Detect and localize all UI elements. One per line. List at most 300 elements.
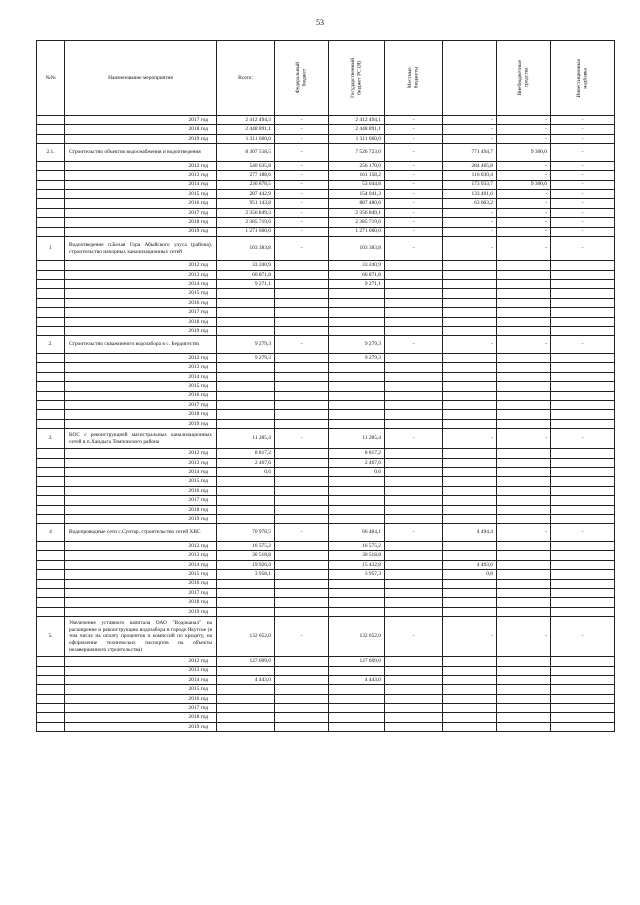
cell-num xyxy=(37,666,65,675)
cell-local xyxy=(385,298,443,307)
table-row xyxy=(37,694,615,703)
cell-num xyxy=(37,542,65,551)
cell-num xyxy=(37,171,65,180)
cell-federal xyxy=(275,382,329,391)
cell-blank xyxy=(443,458,497,467)
header-federal: Федеральный бюджет xyxy=(275,41,329,116)
cell-state: 2 467,6 xyxy=(329,458,385,467)
cell-state xyxy=(329,477,385,486)
cell-investment xyxy=(551,354,615,363)
cell-num xyxy=(37,400,65,409)
cell-total xyxy=(217,694,275,703)
cell-federal xyxy=(275,261,329,270)
cell-federal xyxy=(275,298,329,307)
cell-state xyxy=(329,410,385,419)
cell-investment: - xyxy=(551,524,615,542)
cell-local xyxy=(385,317,443,326)
cell-federal xyxy=(275,289,329,298)
cell-local xyxy=(385,570,443,579)
cell-federal xyxy=(275,570,329,579)
cell-num xyxy=(37,261,65,270)
cell-num xyxy=(37,515,65,524)
cell-extra: - xyxy=(497,208,551,217)
cell-extra: - xyxy=(497,161,551,170)
cell-investment xyxy=(551,308,615,317)
cell-investment xyxy=(551,289,615,298)
cell-year: 2018 год xyxy=(65,218,217,227)
cell-num xyxy=(37,289,65,298)
cell-local xyxy=(385,468,443,477)
cell-extra xyxy=(497,468,551,477)
cell-local xyxy=(385,722,443,731)
cell-federal: - xyxy=(275,161,329,170)
cell-state xyxy=(329,400,385,409)
cell-state xyxy=(329,666,385,675)
table-body xyxy=(37,116,615,732)
cell-total xyxy=(217,685,275,694)
cell-year: 2015 год xyxy=(65,685,217,694)
cell-investment: - xyxy=(551,218,615,227)
cell-extra xyxy=(497,458,551,467)
cell-extra: 9 300,0 xyxy=(497,180,551,189)
cell-blank xyxy=(443,657,497,666)
cell-state: 33 240,9 xyxy=(329,261,385,270)
cell-total: 0,6 xyxy=(217,468,275,477)
cell-extra xyxy=(497,289,551,298)
table-row xyxy=(37,675,615,684)
cell-total: 2 412 494,3 xyxy=(217,116,275,125)
cell-local: - xyxy=(385,180,443,189)
table-row xyxy=(37,449,615,458)
cell-activity-name: КОС с реконструкцией магистральных канализационных сетей в п.Хандыга Томпонского района xyxy=(65,429,217,449)
cell-num xyxy=(37,449,65,458)
table-row xyxy=(37,199,615,208)
cell-total: 2 356 849,3 xyxy=(217,208,275,217)
cell-blank xyxy=(443,486,497,495)
cell-total: 9 279,3 xyxy=(217,354,275,363)
cell-extra xyxy=(497,607,551,616)
cell-investment xyxy=(551,694,615,703)
cell-blank xyxy=(443,477,497,486)
cell-blank xyxy=(443,270,497,279)
cell-blank xyxy=(443,588,497,597)
cell-year: 2017 год xyxy=(65,116,217,125)
cell-state: 60 871,8 xyxy=(329,270,385,279)
cell-blank xyxy=(443,400,497,409)
cell-num xyxy=(37,477,65,486)
cell-federal xyxy=(275,327,329,336)
cell-blank xyxy=(443,410,497,419)
table-row xyxy=(37,354,615,363)
cell-extra: - xyxy=(497,171,551,180)
cell-blank: - xyxy=(443,134,497,143)
cell-federal: - xyxy=(275,116,329,125)
cell-federal xyxy=(275,477,329,486)
cell-local xyxy=(385,666,443,675)
cell-year: 2012 год xyxy=(65,161,217,170)
cell-investment: - xyxy=(551,236,615,260)
cell-investment xyxy=(551,675,615,684)
cell-num: 5. xyxy=(37,617,65,657)
table-row xyxy=(37,410,615,419)
cell-local xyxy=(385,382,443,391)
cell-total: 1 271 660,0 xyxy=(217,227,275,236)
cell-federal xyxy=(275,354,329,363)
cell-federal xyxy=(275,685,329,694)
table-row xyxy=(37,666,615,675)
cell-extra xyxy=(497,704,551,713)
cell-total xyxy=(217,372,275,381)
cell-federal xyxy=(275,391,329,400)
cell-local: - xyxy=(385,218,443,227)
cell-investment xyxy=(551,704,615,713)
table-row xyxy=(37,579,615,588)
cell-federal: - xyxy=(275,189,329,198)
cell-year: 2016 год xyxy=(65,298,217,307)
cell-state: 15 432,8 xyxy=(329,560,385,569)
cell-investment xyxy=(551,560,615,569)
table-row xyxy=(37,161,615,170)
cell-local xyxy=(385,400,443,409)
cell-total: 30 518,8 xyxy=(217,551,275,560)
cell-state xyxy=(329,327,385,336)
cell-num xyxy=(37,180,65,189)
cell-state xyxy=(329,486,385,495)
cell-investment xyxy=(551,270,615,279)
header-num: №№ xyxy=(37,41,65,116)
cell-blank xyxy=(443,551,497,560)
cell-investment: - xyxy=(551,125,615,134)
cell-investment xyxy=(551,722,615,731)
cell-year: 2013 год xyxy=(65,666,217,675)
cell-blank xyxy=(443,298,497,307)
cell-year: 2015 год xyxy=(65,570,217,579)
cell-local xyxy=(385,598,443,607)
cell-total xyxy=(217,410,275,419)
cell-investment: - xyxy=(551,161,615,170)
cell-investment xyxy=(551,570,615,579)
cell-year: 2012 год xyxy=(65,657,217,666)
cell-local: - xyxy=(385,524,443,542)
cell-num xyxy=(37,280,65,289)
cell-state xyxy=(329,289,385,298)
cell-num xyxy=(37,713,65,722)
cell-investment: - xyxy=(551,208,615,217)
cell-extra: - xyxy=(497,116,551,125)
cell-investment: - xyxy=(551,171,615,180)
cell-extra xyxy=(497,363,551,372)
table-row xyxy=(37,382,615,391)
table-row xyxy=(37,685,615,694)
cell-extra xyxy=(497,713,551,722)
table-row xyxy=(37,280,615,289)
cell-year: 2018 год xyxy=(65,410,217,419)
table-row xyxy=(37,308,615,317)
cell-local: - xyxy=(385,189,443,198)
table-row xyxy=(37,236,615,260)
cell-year: 2015 год xyxy=(65,289,217,298)
cell-local xyxy=(385,354,443,363)
cell-num xyxy=(37,410,65,419)
cell-activity-name: Водопроводные сети с.Сунтар, строительство сетей ХВС xyxy=(65,524,217,542)
cell-blank: 284 465,8 xyxy=(443,161,497,170)
cell-num xyxy=(37,694,65,703)
cell-local xyxy=(385,657,443,666)
cell-total xyxy=(217,579,275,588)
cell-federal xyxy=(275,468,329,477)
cell-total xyxy=(217,382,275,391)
cell-blank xyxy=(443,704,497,713)
header-extra: Внебюджетные средства xyxy=(497,41,551,116)
table-row xyxy=(37,551,615,560)
cell-extra xyxy=(497,570,551,579)
cell-local: - xyxy=(385,125,443,134)
cell-federal xyxy=(275,270,329,279)
cell-extra xyxy=(497,327,551,336)
cell-num xyxy=(37,189,65,198)
cell-blank xyxy=(443,308,497,317)
cell-num xyxy=(37,372,65,381)
cell-local: - xyxy=(385,236,443,260)
cell-investment xyxy=(551,685,615,694)
cell-local xyxy=(385,449,443,458)
cell-investment xyxy=(551,542,615,551)
cell-investment xyxy=(551,496,615,505)
cell-blank: 4 494,4 xyxy=(443,524,497,542)
cell-local xyxy=(385,704,443,713)
cell-federal xyxy=(275,515,329,524)
table-row xyxy=(37,400,615,409)
cell-state: 30 518,8 xyxy=(329,551,385,560)
cell-blank: 4 493,6 xyxy=(443,560,497,569)
cell-num: 4 xyxy=(37,524,65,542)
cell-investment xyxy=(551,579,615,588)
cell-total: 9 271,1 xyxy=(217,280,275,289)
cell-extra: - xyxy=(497,189,551,198)
cell-num xyxy=(37,125,65,134)
cell-blank: - xyxy=(443,218,497,227)
cell-federal xyxy=(275,704,329,713)
table-row xyxy=(37,542,615,551)
cell-extra: - xyxy=(497,199,551,208)
cell-blank xyxy=(443,579,497,588)
cell-extra xyxy=(497,560,551,569)
cell-total: 287 442,9 xyxy=(217,189,275,198)
cell-year: 2019 год xyxy=(65,722,217,731)
table-row xyxy=(37,227,615,236)
cell-total: 60 871,8 xyxy=(217,270,275,279)
cell-total xyxy=(217,588,275,597)
cell-year: 2014 год xyxy=(65,560,217,569)
cell-total: 16 575,2 xyxy=(217,542,275,551)
table-row xyxy=(37,505,615,514)
cell-total: 8 307 518,5 xyxy=(217,144,275,162)
table-row xyxy=(37,570,615,579)
cell-investment: - xyxy=(551,134,615,143)
cell-extra xyxy=(497,496,551,505)
cell-num xyxy=(37,308,65,317)
cell-investment xyxy=(551,486,615,495)
cell-year: 2013 год xyxy=(65,458,217,467)
cell-federal: - xyxy=(275,227,329,236)
cell-local xyxy=(385,261,443,270)
cell-local: - xyxy=(385,227,443,236)
cell-year: 2015 год xyxy=(65,477,217,486)
financing-table xyxy=(36,40,615,732)
cell-total xyxy=(217,289,275,298)
cell-blank: 771 494,7 xyxy=(443,144,497,162)
cell-extra xyxy=(497,477,551,486)
cell-year: 2013 год xyxy=(65,363,217,372)
cell-extra: - xyxy=(497,236,551,260)
cell-state: 2 448 891,1 xyxy=(329,125,385,134)
cell-total xyxy=(217,598,275,607)
table-row xyxy=(37,515,615,524)
cell-state: 2 412 494,1 xyxy=(329,116,385,125)
cell-activity-name: Строительство скважинного водозабора в с. Бердигестях xyxy=(65,336,217,354)
cell-num xyxy=(37,486,65,495)
cell-year: 2014 год xyxy=(65,280,217,289)
cell-state xyxy=(329,607,385,616)
cell-federal: - xyxy=(275,336,329,354)
cell-state: 16 575,2 xyxy=(329,542,385,551)
cell-year: 2017 год xyxy=(65,496,217,505)
cell-federal: - xyxy=(275,180,329,189)
cell-year: 2016 год xyxy=(65,579,217,588)
cell-year: 2014 год xyxy=(65,180,217,189)
cell-blank: - xyxy=(443,236,497,260)
cell-state: 53 644,8 xyxy=(329,180,385,189)
cell-year: 2018 год xyxy=(65,713,217,722)
cell-state xyxy=(329,317,385,326)
cell-federal xyxy=(275,598,329,607)
cell-total: 2 448 891,1 xyxy=(217,125,275,134)
cell-federal xyxy=(275,410,329,419)
cell-investment: - xyxy=(551,336,615,354)
cell-state: 0,6 xyxy=(329,468,385,477)
cell-state xyxy=(329,713,385,722)
table-row xyxy=(37,171,615,180)
cell-num xyxy=(37,317,65,326)
table-row xyxy=(37,722,615,731)
cell-local xyxy=(385,419,443,428)
cell-state: 9 271,1 xyxy=(329,280,385,289)
cell-year: 2014 год xyxy=(65,675,217,684)
table-row xyxy=(37,588,615,597)
cell-federal xyxy=(275,496,329,505)
cell-investment xyxy=(551,713,615,722)
cell-federal xyxy=(275,579,329,588)
cell-federal: - xyxy=(275,208,329,217)
cell-activity-name: Водоотведение п.Белая Гора Абыйского улуса (района), строительство напорных канализационных сетей xyxy=(65,236,217,260)
table-row xyxy=(37,125,615,134)
table-row xyxy=(37,317,615,326)
cell-federal xyxy=(275,607,329,616)
cell-year: 2013 год xyxy=(65,270,217,279)
cell-total: 9 279,3 xyxy=(217,336,275,354)
cell-federal xyxy=(275,722,329,731)
cell-num xyxy=(37,657,65,666)
cell-investment xyxy=(551,551,615,560)
cell-extra xyxy=(497,317,551,326)
cell-federal xyxy=(275,551,329,560)
cell-investment xyxy=(551,327,615,336)
cell-total xyxy=(217,298,275,307)
table-row xyxy=(37,289,615,298)
cell-local: - xyxy=(385,429,443,449)
cell-blank: 63 663,2 xyxy=(443,199,497,208)
cell-num xyxy=(37,468,65,477)
cell-num: 2.1. xyxy=(37,144,65,162)
cell-state: 66 484,1 xyxy=(329,524,385,542)
cell-total xyxy=(217,666,275,675)
cell-local xyxy=(385,685,443,694)
table-row xyxy=(37,496,615,505)
cell-year: 2018 год xyxy=(65,505,217,514)
cell-total xyxy=(217,496,275,505)
cell-local xyxy=(385,694,443,703)
header-investment: Инвестиционная надбавка xyxy=(551,41,615,116)
cell-state xyxy=(329,298,385,307)
header-name: Наименование мероприятия xyxy=(65,41,217,116)
cell-local xyxy=(385,607,443,616)
cell-total xyxy=(217,400,275,409)
cell-num xyxy=(37,270,65,279)
cell-federal xyxy=(275,694,329,703)
table-row xyxy=(37,486,615,495)
cell-state xyxy=(329,694,385,703)
cell-num xyxy=(37,458,65,467)
cell-total: 70 978,5 xyxy=(217,524,275,542)
cell-extra: - xyxy=(497,336,551,354)
cell-local xyxy=(385,410,443,419)
cell-state xyxy=(329,579,385,588)
cell-blank xyxy=(443,515,497,524)
cell-blank xyxy=(443,372,497,381)
cell-investment xyxy=(551,363,615,372)
cell-total: 132 052,0 xyxy=(217,617,275,657)
cell-blank xyxy=(443,598,497,607)
cell-year: 2016 год xyxy=(65,199,217,208)
cell-investment: - xyxy=(551,227,615,236)
table-row xyxy=(37,458,615,467)
cell-year: 2019 год xyxy=(65,515,217,524)
cell-num: 2. xyxy=(37,336,65,354)
cell-investment xyxy=(551,372,615,381)
cell-local xyxy=(385,477,443,486)
cell-state: 127 609,0 xyxy=(329,657,385,666)
cell-extra xyxy=(497,542,551,551)
cell-extra xyxy=(497,685,551,694)
cell-state xyxy=(329,704,385,713)
cell-federal: - xyxy=(275,144,329,162)
table-row xyxy=(37,560,615,569)
cell-federal xyxy=(275,486,329,495)
cell-extra xyxy=(497,588,551,597)
cell-num xyxy=(37,588,65,597)
cell-state xyxy=(329,505,385,514)
cell-extra xyxy=(497,657,551,666)
cell-state: 4 443,0 xyxy=(329,675,385,684)
table-row xyxy=(37,477,615,486)
cell-total xyxy=(217,722,275,731)
cell-extra: - xyxy=(497,134,551,143)
cell-blank xyxy=(443,449,497,458)
cell-federal: - xyxy=(275,134,329,143)
cell-federal xyxy=(275,713,329,722)
cell-extra xyxy=(497,551,551,560)
cell-investment xyxy=(551,458,615,467)
